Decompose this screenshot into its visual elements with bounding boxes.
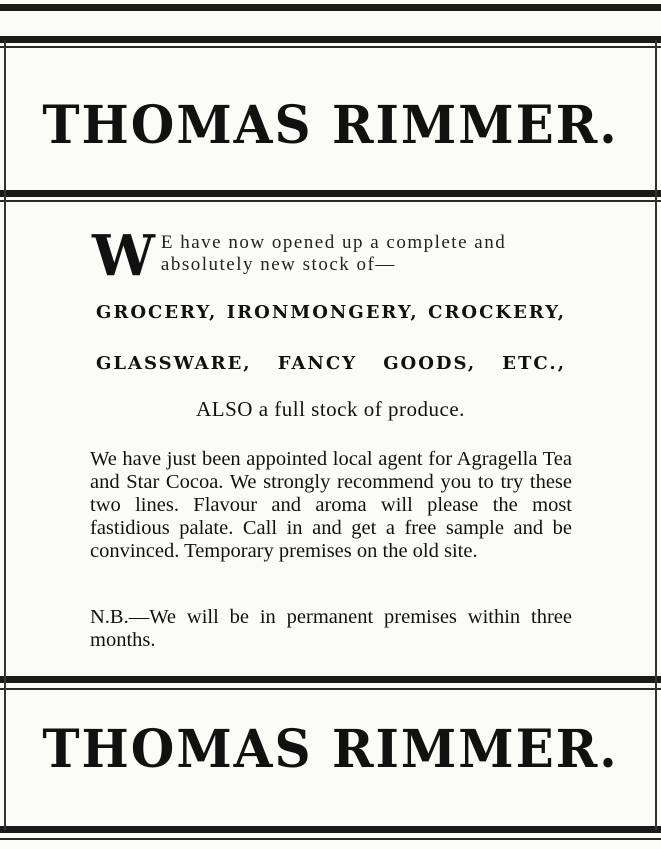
top-thin-rule: [0, 46, 661, 48]
goods-line-2: [96, 353, 566, 374]
goods-item: IRONMONGERY,: [226, 302, 419, 323]
top-heavy-rule: [0, 4, 661, 11]
intro-paragraph: [92, 223, 572, 289]
upper-divider-rule: [0, 190, 661, 197]
agency-paragraph: We have just been appointed local agent for Agragella Tea and Star Cocoa. We strongly recommend you to try these two lines. Flavour and aroma will please the most fastidious palate. Call in and get a free sample and be convinced. Temporary premises on the old site.: [90, 448, 572, 562]
goods-line-1: [96, 302, 566, 323]
produce-line: ALSO a full stock of produce.: [196, 397, 465, 421]
intro-text: E have now opened up a complete and absolutely new stock of—: [160, 232, 507, 275]
left-border: [4, 40, 6, 830]
advert-title-top: THOMAS RIMMER.: [42, 93, 619, 156]
goods-item: ETC.,: [502, 353, 566, 374]
advert-title-bottom: THOMAS RIMMER.: [42, 717, 619, 780]
lower-divider-thin: [0, 688, 661, 690]
drop-cap: W: [92, 223, 155, 289]
right-border: [655, 40, 657, 830]
goods-item: FANCY: [277, 353, 358, 374]
goods-item: CROCKERY,: [428, 302, 566, 323]
bottom-thin-rule: [0, 838, 661, 840]
goods-item: GROCERY,: [96, 302, 218, 323]
upper-divider-thin: [0, 200, 661, 202]
bottom-heavy-rule: [0, 826, 661, 833]
lower-divider-rule: [0, 676, 661, 683]
goods-item: GOODS,: [383, 353, 477, 374]
goods-item: GLASSWARE,: [96, 353, 252, 374]
top-heavy-rule-2: [0, 36, 661, 43]
nb-paragraph: N.B.—We will be in permanent premises within three months.: [90, 606, 572, 651]
